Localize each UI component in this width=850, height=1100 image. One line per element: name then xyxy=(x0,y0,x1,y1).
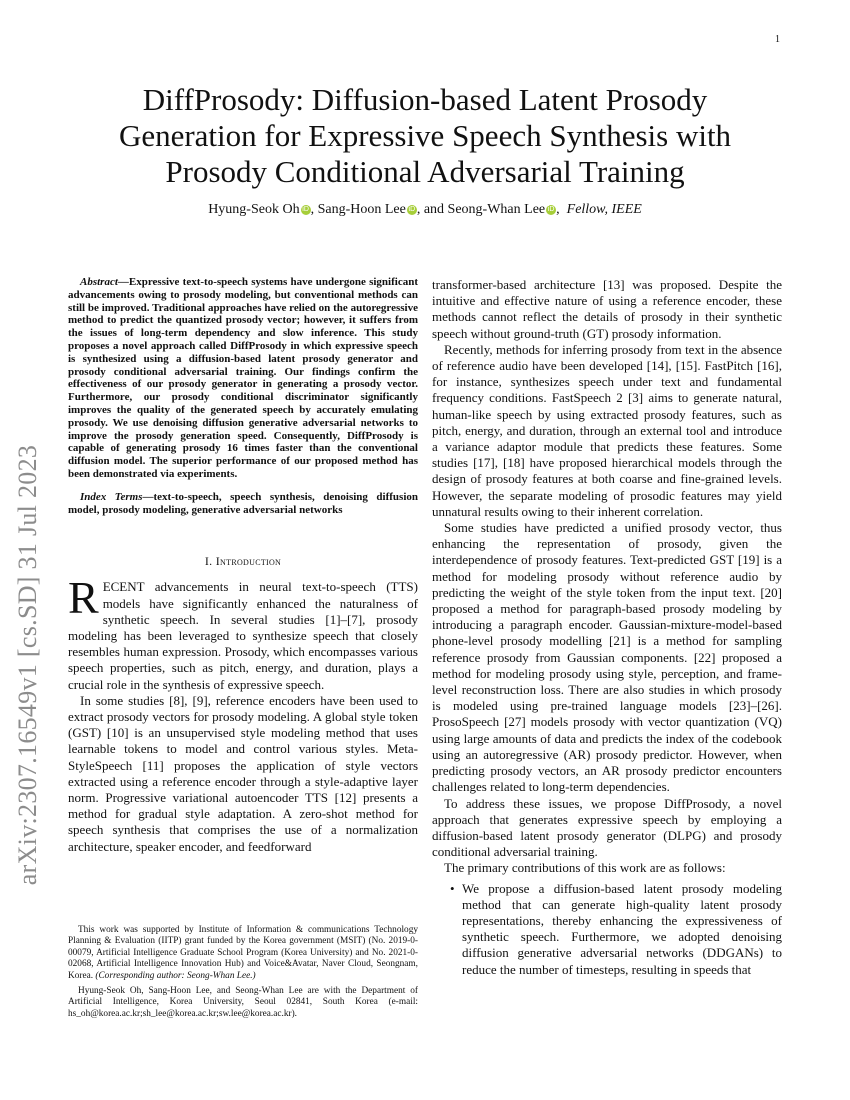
right-column xyxy=(432,277,782,978)
author-name: and Seong-Whan Lee xyxy=(423,202,546,217)
author-line xyxy=(70,202,780,218)
paper-title xyxy=(70,82,780,190)
section-heading-introduction xyxy=(68,554,418,569)
body-paragraph: transformer-based architecture [13] was proposed. Despite the intuitive and effective nature of using a reference encoder, these methods cannot reflect the details of prosody in their synthetic speech without ground-truth (GT) prosody information. xyxy=(432,277,782,341)
title-line: Generation for Expressive Speech Synthesis with xyxy=(118,118,732,153)
intro-paragraph xyxy=(68,572,418,692)
dropcap: R xyxy=(68,572,99,624)
orcid-icon[interactable]: iD xyxy=(408,206,416,213)
index-terms-text: —text-to-speech, speech synthesis, denoising diffusion model, prosody modeling, generative adversarial networks xyxy=(68,490,418,516)
footnote-funding-text: This work was supported by Institute of Information & communications Technology Planning & Evaluation (IITP) grant funded by the Korea government (MSIT) (No. 2019-0-00079, Artificial Intelligence Graduate School Program (Korea University) and No. 2021-0-02068, Artificial Intelligence Innovation Hub) and Voice&Avatar, Naver Cloud, Seongnam, Korea. xyxy=(68,925,418,981)
footnotes xyxy=(68,925,418,1020)
page-number: 1 xyxy=(775,34,780,45)
footnote-corresponding: (Corresponding author: Seong-Whan Lee.) xyxy=(95,970,256,981)
author-title: Fellow, IEEE xyxy=(566,202,642,217)
author-separator: , xyxy=(416,202,421,217)
section-number: I. xyxy=(204,554,213,569)
intro-body xyxy=(68,572,418,854)
author-name: Hyung-Seok Oh xyxy=(208,202,300,217)
author-separator: , xyxy=(556,202,560,217)
section-title: Introduction xyxy=(215,554,282,569)
orcid-icon[interactable]: iD xyxy=(302,206,309,213)
contributions-list xyxy=(432,881,782,978)
author-separator: , xyxy=(310,202,315,217)
footnote-affiliation: Hyung-Seok Oh, Sang-Hoon Lee, and Seong-Whan Lee are with the Department of Artificial Intelligence, Korea University, Seoul 02841, South Korea (e-mail: hs_oh@korea.ac.kr;sh_lee@korea.ac.kr;sw.lee@korea.ac.kr). xyxy=(68,986,418,1019)
author-name: Sang-Hoon Lee xyxy=(317,202,406,217)
body-paragraph: The primary contributions of this work are as follows: xyxy=(444,860,726,876)
title-line: DiffProsody: Diffusion-based Latent Prosody xyxy=(142,82,708,117)
orcid-icon[interactable]: iD xyxy=(547,206,555,213)
footnote-funding xyxy=(68,925,418,982)
intro-paragraph-text: ECENT advancements in neural text-to-speech (TTS) models have significantly enhanced the naturalness of synthetic speech. In several studies [1]–[7], prosody modeling has been leveraged to synthesize speech that closely resembles human expression. Prosody, which encompasses various speech properties, such as pitch, energy, and duration, plays a crucial role in the synthesis of expressive speech. xyxy=(68,579,418,692)
body-paragraph: Recently, methods for inferring prosody from text in the absence of reference audio have been developed [14], [15]. FastPitch [16], for instance, synthesizes speech under text and fundamental frequency conditions. FastSpeech 2 [3] aims to generate natural, human-like speech by using extracted prosody features, such as pitch, energy, and duration, through an external tool and introduce a variance adaptor module that predicts these features. Some studies [17], [18] have proposed hierarchical models through the design of prosody features at both coarse and fine-grained levels. However, the separate modeling of prosodic features may yield unnatural results owing to their inherent correlation. xyxy=(432,341,782,519)
index-terms-label: Index Terms xyxy=(80,490,143,503)
abstract-label: Abstract— xyxy=(80,276,129,288)
left-column xyxy=(68,276,418,855)
body-paragraph: To address these issues, we propose DiffProsody, a novel approach that generates expressive speech by employing a diffusion-based latent prosody generator (DLPG) and prosody conditional adversarial training. xyxy=(432,795,782,860)
abstract-text: Expressive text-to-speech systems have undergone significant advancements owing to prosody modeling, but conventional methods can still be improved. Traditional approaches have relied on the autoregressive method to predict the quantized prosody vector; however, it suffers from the issues of long-term dependency and slow inference. This study proposes a novel approach called DiffProsody in which expressive speech is synthesized using a diffusion-based latent prosody generator and prosody conditional adversarial training. Our findings confirm the effectiveness of our prosody generator in generating a prosody vector. Furthermore, our prosody conditional discriminator significantly improves the quality of the generated speech by accurately emulating prosody. We use denoising diffusion generative adversarial networks to improve the prosody generation speed. Consequently, DiffProsody is capable of generating prosody 16 times faster than the conventional diffusion model. The superior performance of our proposed method has been demonstrated via experiments. xyxy=(68,276,418,480)
intro-paragraph: In some studies [8], [9], reference encoders have been used to extract prosody vectors for prosody modeling. A global style token (GST) [10] is an unsupervised style modeling method that uses learnable tokens to model and control various styles. Meta-StyleSpeech [11] proposes the application of style vectors extracted using a reference encoder through a style-adaptive layer norm. Progressive variational autoencoder TTS [12] presents a method for gradual style adaptation. A zero-shot method for speech synthesis that comprises the use of a normalization architecture, speaker encoder, and feedforward xyxy=(68,692,418,854)
arxiv-stamp-text: arXiv:2307.16549v1 [cs.SD] 31 Jul 2023 xyxy=(13,444,42,886)
index-terms xyxy=(68,491,418,517)
title-line: Prosody Conditional Adversarial Training xyxy=(165,154,685,189)
list-item: • We propose a diffusion-based latent prosody modeling method that can generate high-quality latent prosody representations, thereby enhancing the expressiveness of synthetic speech. Furthermore, we adopted denoising diffusion generative adversarial networks (DDGANs) to reduce the number of timesteps, resulting in speeds that xyxy=(432,881,782,978)
abstract xyxy=(68,276,418,481)
body-paragraph: Some studies have predicted a unified prosody vector, thus enhancing the representation of prosody, given the interdependence of prosody features. Text-predicted GST [19] is a method for modeling prosody without reference audio by predicting the weight of the style token from the input text. [20] proposed a method for paragraph-based prosody modeling by introducing a paragraph encoder. Gaussian-mixture-model-based phone-level prosody modelling [21] is a method for sampling reference prosody from Gaussian components. [22] proposed a method for modeling prosody using style, perception, and frame-level reconstruction loss. There are also studies in which prosody is modeled using pre-trained language models [23]–[26]. ProsoSpeech [27] models prosody with vector quantization (VQ) using large amounts of data and predicts the index of the codebook using an autoregressive (AR) prosody predictor. However, when predicting prosody vectors, an AR prosody predictor encounters challenges related to long-term dependencies. xyxy=(432,520,782,795)
